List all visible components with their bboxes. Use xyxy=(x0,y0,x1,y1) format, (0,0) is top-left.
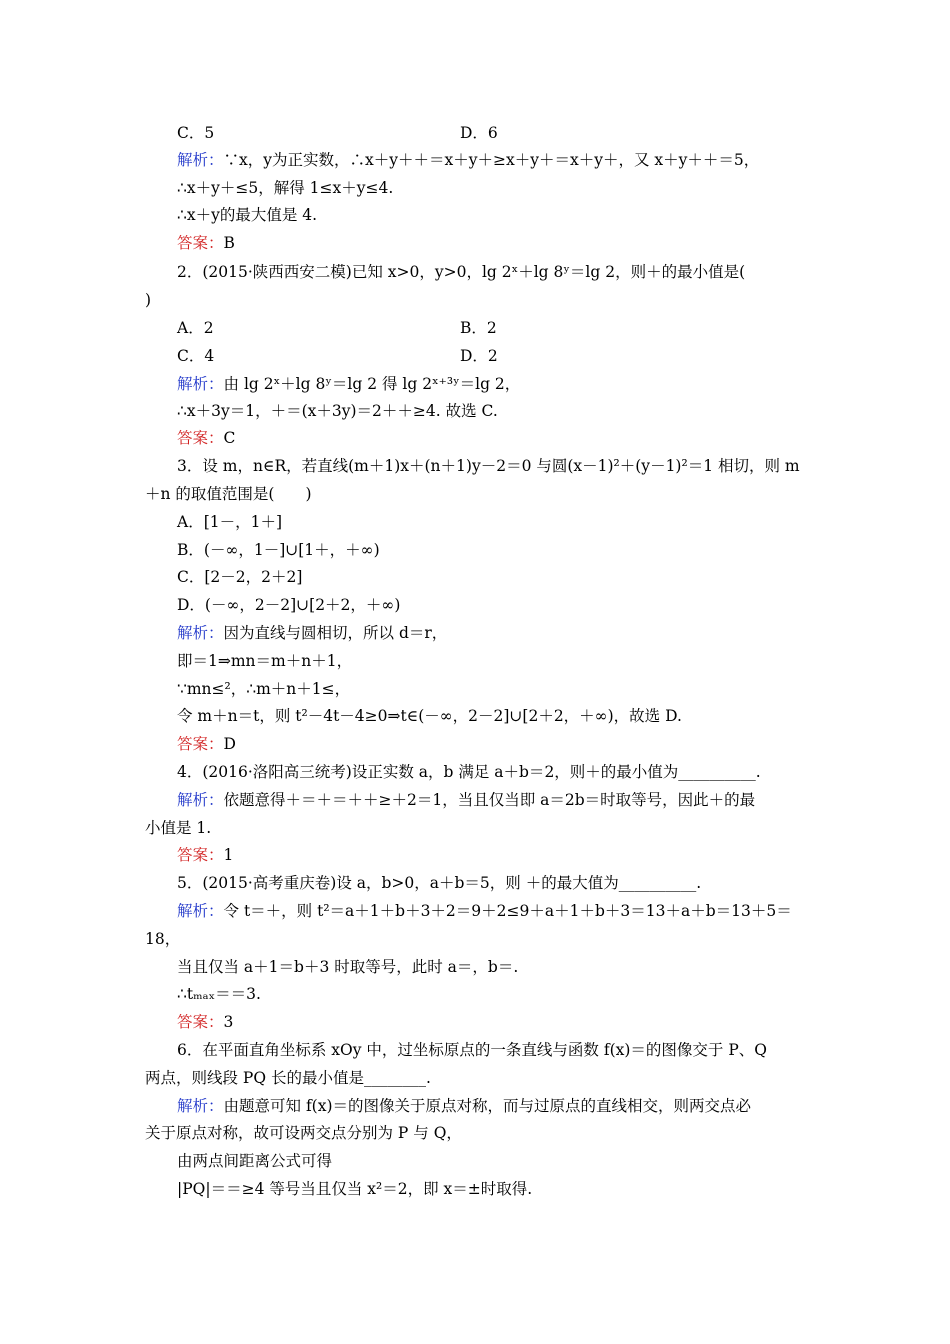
text-line: 当且仅当 a＋1＝b＋3 时取等号，此时 a＝，b＝. xyxy=(177,958,519,976)
text-line: ∵mn≤²，∴m＋n＋1≤， xyxy=(177,680,351,698)
option-row: C．5 D．6 xyxy=(177,124,498,142)
analysis-line: 解析：因为直线与圆相切，所以 d＝r， xyxy=(177,624,448,642)
analysis-line: 解析：令 t＝＋，则 t²＝a＋1＋b＋3＋2＝9＋2≤9＋a＋1＋b＋3＝13＋a＋b＝13＋5＝ xyxy=(177,902,792,920)
analysis-label: 解析： xyxy=(177,375,224,393)
answer-label: 答案： xyxy=(177,846,224,864)
analysis-label: 解析： xyxy=(177,791,224,809)
text-line: ∴x＋y＋≤5，解得 1≤x＋y≤4. xyxy=(177,179,394,197)
option-row: A．2 B．2 xyxy=(177,319,497,337)
answer-line: 答案：B xyxy=(177,234,235,252)
text-line: ∴x＋3y＝1，＋＝(x＋3y)＝2＋＋≥4. 故选 C. xyxy=(177,402,498,420)
option-line: D．(－∞，2－2]∪[2＋2，＋∞) xyxy=(177,596,401,614)
analysis-label: 解析： xyxy=(177,902,224,920)
text-line: 由两点间距离公式可得 xyxy=(177,1152,333,1170)
question-line: 5．(2015·高考重庆卷)设 a，b>0，a＋b＝5，则 ＋的最大值为__________. xyxy=(177,874,702,892)
text-line: 小值是 1. xyxy=(145,819,212,837)
text-line: 两点，则线段 PQ 长的最小值是________. xyxy=(145,1069,431,1087)
answer-label: 答案： xyxy=(177,735,224,753)
analysis-line: 解析：∵x，y为正实数，∴x＋y＋＋＝x＋y＋≥x＋y＋＝x＋y＋，又 x＋y＋＋＝5， xyxy=(177,151,760,169)
option-line: A．[1－，1＋] xyxy=(177,513,283,531)
answer-label: 答案： xyxy=(177,429,224,447)
question-line: 2．(2015·陕西西安二模)已知 x>0，y>0，lg 2ˣ＋lg 8ʸ＝lg 2，则＋的最小值是( xyxy=(177,263,746,281)
text-line: ＋n 的取值范围是( ) xyxy=(145,485,312,503)
text-line: ∴x＋y的最大值是 4. xyxy=(177,206,318,224)
analysis-label: 解析： xyxy=(177,151,224,169)
analysis-line: 解析：依题意得＋＝＋＝＋＋≥＋2＝1，当且仅当即 a＝2b＝时取等号，因此＋的最 xyxy=(177,791,756,809)
text-line: 即＝1⇒mn＝m＋n＋1， xyxy=(177,652,353,670)
answer-line: 答案：1 xyxy=(177,846,234,864)
option-row: C．4 D．2 xyxy=(177,347,498,365)
answer-line: 答案：C xyxy=(177,429,236,447)
text-line: ∴tₘₐₓ＝＝3. xyxy=(177,985,261,1003)
answer-line: 答案：3 xyxy=(177,1013,234,1031)
answer-label: 答案： xyxy=(177,234,224,252)
option-line: C．[2－2，2＋2] xyxy=(177,568,303,586)
question-line: 3．设 m，n∈R，若直线(m＋1)x＋(n＋1)y－2＝0 与圆(x－1)²＋(y－1)²＝1 相切，则 m xyxy=(177,457,800,475)
analysis-line: 解析：由题意可知 f(x)＝的图像关于原点对称，而与过原点的直线相交，则两交点必 xyxy=(177,1097,752,1115)
analysis-label: 解析： xyxy=(177,1097,224,1115)
question-line: 6．在平面直角坐标系 xOy 中，过坐标原点的一条直线与函数 f(x)＝的图像交于 P、Q xyxy=(177,1041,767,1059)
text-line: 令 m＋n＝t，则 t²－4t－4≥0⇒t∈(－∞，2－2]∪[2＋2，＋∞)，故选 D. xyxy=(177,707,682,725)
text-line: ) xyxy=(145,291,152,309)
question-line: 4．(2016·洛阳高三统考)设正实数 a，b 满足 a＋b＝2，则＋的最小值为__________. xyxy=(177,763,761,781)
answer-line: 答案：D xyxy=(177,735,236,753)
text-line: 关于原点对称，故可设两交点分别为 P 与 Q， xyxy=(145,1124,462,1142)
text-line: |PQ|＝＝≥4 等号当且仅当 x²＝2，即 x＝±时取得. xyxy=(177,1180,533,1198)
answer-label: 答案： xyxy=(177,1013,224,1031)
text-line: 18， xyxy=(145,930,181,948)
analysis-line: 解析：由 lg 2ˣ＋lg 8ʸ＝lg 2 得 lg 2ˣ⁺³ʸ＝lg 2， xyxy=(177,375,521,393)
analysis-label: 解析： xyxy=(177,624,224,642)
option-line: B．(－∞，1－]∪[1＋，＋∞) xyxy=(177,541,380,559)
